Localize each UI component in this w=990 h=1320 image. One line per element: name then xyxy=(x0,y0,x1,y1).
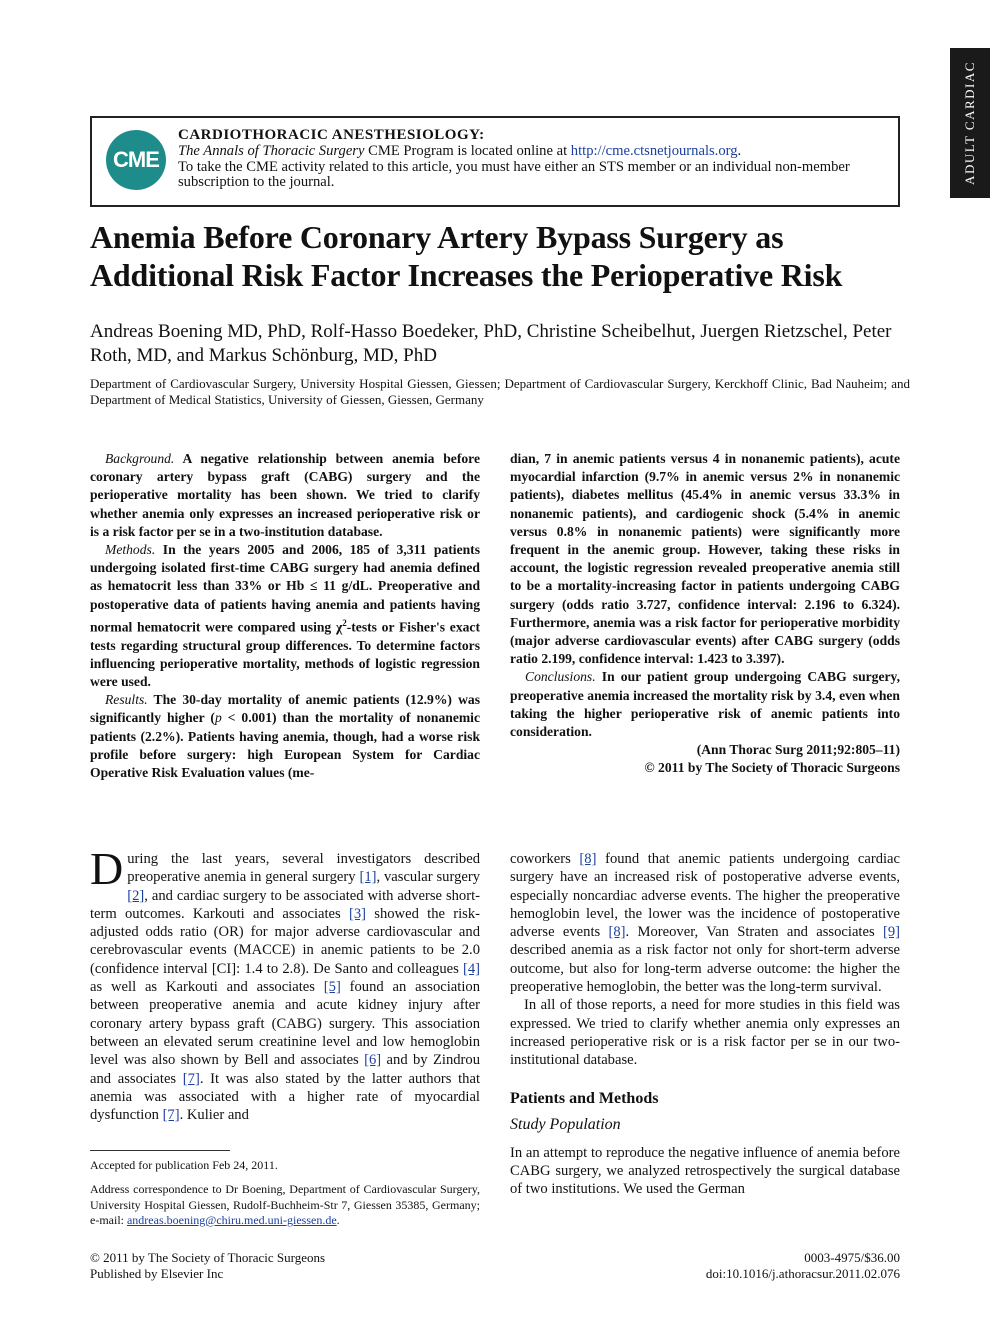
cme-logo-icon: CME xyxy=(106,130,166,190)
footnote-text: Address correspondence to Dr Boening, Department of Cardiovascular Surgery, University Hospital Giessen, Rudolf-Buchheim-Str 7, Giessen 35385, Germany; e-mail: xyxy=(90,1182,480,1227)
cme-text-part: CME Program is located online at xyxy=(364,143,571,159)
abstract-label: Conclusions. xyxy=(525,669,596,685)
body-text: showed the risk-adjusted odds ratio (OR) for major adverse cardiovascular and cerebrovascular events (MACCE) in anemic patients to be 2.0 (confidence interval [CI]: 1.4 to 2.8). De Santo and colleagues xyxy=(90,905,480,977)
author-list: Andreas Boening MD, PhD, Rolf-Hasso Boedeker, PhD, Christine Scheibelhut, Juergen Rietzschel, Peter Roth, MD, and Markus Schönburg, MD, PhD xyxy=(90,321,892,366)
abstract-label: Results. xyxy=(105,692,148,708)
footer-copyright: © 2011 by The Society of Thoracic Surgeons xyxy=(90,1250,326,1265)
drop-cap: D xyxy=(90,843,124,894)
affiliations: Department of Cardiovascular Surgery, University Hospital Giessen, Giessen; Department of Cardiovascular Surgery, Kerckhoff Clinic, Bad Nauheim; and Department of Medical Statistics, University of Giessen, Giessen, Germany xyxy=(90,376,910,407)
article-title: Anemia Before Coronary Artery Bypass Surgery as Additional Risk Factor Increases the Perioperative Risk xyxy=(90,219,843,293)
reference-link[interactable]: [7] xyxy=(162,1107,180,1124)
abstract-text: -tests or Fisher's exact tests regarding structural group differences. To determine factors influencing perioperative mortality, methods of logistic regression were used. xyxy=(90,619,480,689)
footnote-accepted: Accepted for publication Feb 24, 2011. xyxy=(90,1158,278,1172)
abstract-background xyxy=(90,450,480,541)
cme-title: CARDIOTHORACIC ANESTHESIOLOGY: xyxy=(178,127,485,143)
body-text: , and cardiac surgery to be associated with adverse short-term outcomes. Karkouti and associates xyxy=(90,887,480,922)
abstract-results-cont: dian, 7 in anemic patients versus 4 in nonanemic patients), acute myocardial infarction (9.7% in anemic versus 2% in nonanemic patients), diabetes mellitus (45.4% in anemic versus 33.3% in nonanemic patients), and cardiogenic shock (5.4% in anemic versus 0.8% in nonanemic patients) were significantly more frequent in the anemic group. However, taking these risks in account, the logistic regression revealed preoperative anemia still to be a mortality-increasing factor in patients undergoing CABG surgery (odds ratio 3.727, confidence interval: 2.196 to 6.324). Furthermore, anemia was a risk factor for perioperative morbidity (major adverse cardiovascular events) after CABG surgery (odds ratio 2.199, confidence interval: 1.423 to 3.397). xyxy=(510,451,900,667)
abstract-text: < 0.001) than the mortality of nonanemic patients (2.2%). Patients having anemia, though, had a worse risk profile before surgery: high European System for Cardiac Operative Risk Evaluation values (me- xyxy=(90,710,480,780)
abstract-right-column xyxy=(510,450,900,778)
body-text: . Moreover, Van Straten and associates xyxy=(625,924,883,941)
footer-doi: doi:10.1016/j.athoracsur.2011.02.076 xyxy=(705,1266,900,1281)
body-text: found an association between preoperative anemia and acute kidney injury after coronary artery bypass graft (CABG) surgery. This association between an elevated serum creatinine level and low hemoglobin level was also shown by Bell and associates xyxy=(90,979,480,1069)
abstract-label: Methods. xyxy=(105,542,156,558)
cme-link[interactable]: http://cme.ctsnetjournals.org xyxy=(570,143,738,159)
reference-link[interactable]: [9] xyxy=(882,924,900,941)
abstract-conclusions xyxy=(510,668,900,741)
abstract-text: In our patient group undergoing CABG surgery, preoperative anemia increased the mortality risk by 3.4, even when taking the higher perioperative risk of anemic patients into consideration. xyxy=(510,669,900,740)
abstract-text: In the years 2005 and 2006, 185 of 3,311 patients undergoing isolated first-time CABG surgery had anemia defined as hematocrit less than 33% or Hb ≤ 11 g/dL. Preoperative and postoperative data of patients having anemia and patients having normal hematocrit were compared using χ xyxy=(90,542,480,635)
reference-link[interactable]: [5] xyxy=(323,979,341,996)
cme-text xyxy=(178,144,888,191)
abstract-text: A negative relationship between anemia before coronary artery bypass graft (CABG) surgery and the perioperative mortality has been shown. We tried to clarify whether anemia only expresses an increased perioperative risk or is a risk factor per se in a two-institution database. xyxy=(90,451,480,539)
subsection-heading: Study Population xyxy=(510,1115,621,1133)
abstract-methods xyxy=(90,541,480,691)
reference-link[interactable]: [2] xyxy=(127,887,145,904)
cme-notice-box xyxy=(90,116,900,207)
body-text: and by Zindrou and associates xyxy=(90,1052,480,1087)
reference-link[interactable]: [3] xyxy=(348,905,367,922)
citation: (Ann Thorac Surg 2011;92:805–11) xyxy=(696,742,900,758)
section-tab xyxy=(950,48,990,198)
p-value-symbol: p xyxy=(214,710,222,726)
reference-link[interactable]: [7] xyxy=(182,1070,200,1087)
body-text: found that anemic patients undergoing cardiac surgery have an increased risk of postoperative adverse events, especially noncardiac adverse events. The higher the preoperative hemoglobin level, the lower was the incidence of postoperative adverse events xyxy=(510,851,900,941)
cme-text-end: . xyxy=(737,143,742,159)
abstract-left-column xyxy=(90,450,480,782)
footer-issn: 0003-4975/$36.00 xyxy=(804,1250,900,1265)
section-tab-label: ADULT CARDIAC xyxy=(962,61,977,185)
reference-link[interactable]: [4] xyxy=(462,960,480,977)
reference-link[interactable]: [6] xyxy=(364,1052,382,1069)
intro-paragraph xyxy=(90,843,480,1124)
cme-instructions: To take the CME activity related to this article, you must have either an STS member or an individual non-member subscription to the journal. xyxy=(178,158,850,190)
reference-link[interactable]: [8] xyxy=(608,924,626,941)
abstract-copyright: © 2011 by The Society of Thoracic Surgeons xyxy=(644,760,900,776)
email-link[interactable]: andreas.boening@chiru.med.uni-giessen.de xyxy=(126,1213,337,1227)
body-text: , vascular surgery xyxy=(376,869,480,886)
footer-left xyxy=(90,1250,325,1282)
body-paragraph xyxy=(510,850,900,996)
body-right-column xyxy=(510,850,900,1198)
footnote-address xyxy=(90,1182,480,1229)
footer-right xyxy=(706,1250,900,1282)
abstract-label: Background. xyxy=(105,451,175,466)
abstract-results xyxy=(90,691,480,782)
body-text: described anemia as a risk factor not only for short-term adverse outcome, but also for long-term adverse outcome: the higher the preoperative hemoglobin, the better was the long-term survival. xyxy=(510,942,900,996)
footnote-text: . xyxy=(336,1213,340,1227)
body-paragraph: In all of those reports, a need for more studies in this field was expressed. We tried to clarify whether anemia only expresses an increased perioperative risk or is a risk factor per se in our two-institutional database. xyxy=(510,997,900,1069)
footnote-divider xyxy=(90,1150,230,1151)
body-text: . Kulier and xyxy=(179,1107,249,1124)
body-text: as well as Karkouti and associates xyxy=(90,979,324,996)
reference-link[interactable]: [1] xyxy=(359,869,377,886)
body-text: . It was also stated by the latter authors that anemia was associated with a higher rate of myocardial dysfunction xyxy=(90,1070,480,1124)
footer-publisher: Published by Elsevier Inc xyxy=(90,1266,224,1281)
body-text: uring the last years, several investigators described preoperative anemia in general surgery xyxy=(127,851,480,886)
section-heading: Patients and Methods xyxy=(510,1089,659,1107)
body-left-column xyxy=(90,843,480,1124)
body-text: coworkers xyxy=(510,851,580,867)
abstract-text: The 30-day mortality of anemic patients (12.9%) was significantly higher ( xyxy=(90,692,480,726)
body-paragraph: In an attempt to reproduce the negative influence of anemia before CABG surgery, we analyzed retrospectively the surgical database of two institutions. We used the German xyxy=(510,1144,900,1198)
cme-journal-name: The Annals of Thoracic Surgery xyxy=(178,143,365,159)
reference-link[interactable]: [8] xyxy=(579,851,597,867)
superscript: 2 xyxy=(342,617,347,628)
